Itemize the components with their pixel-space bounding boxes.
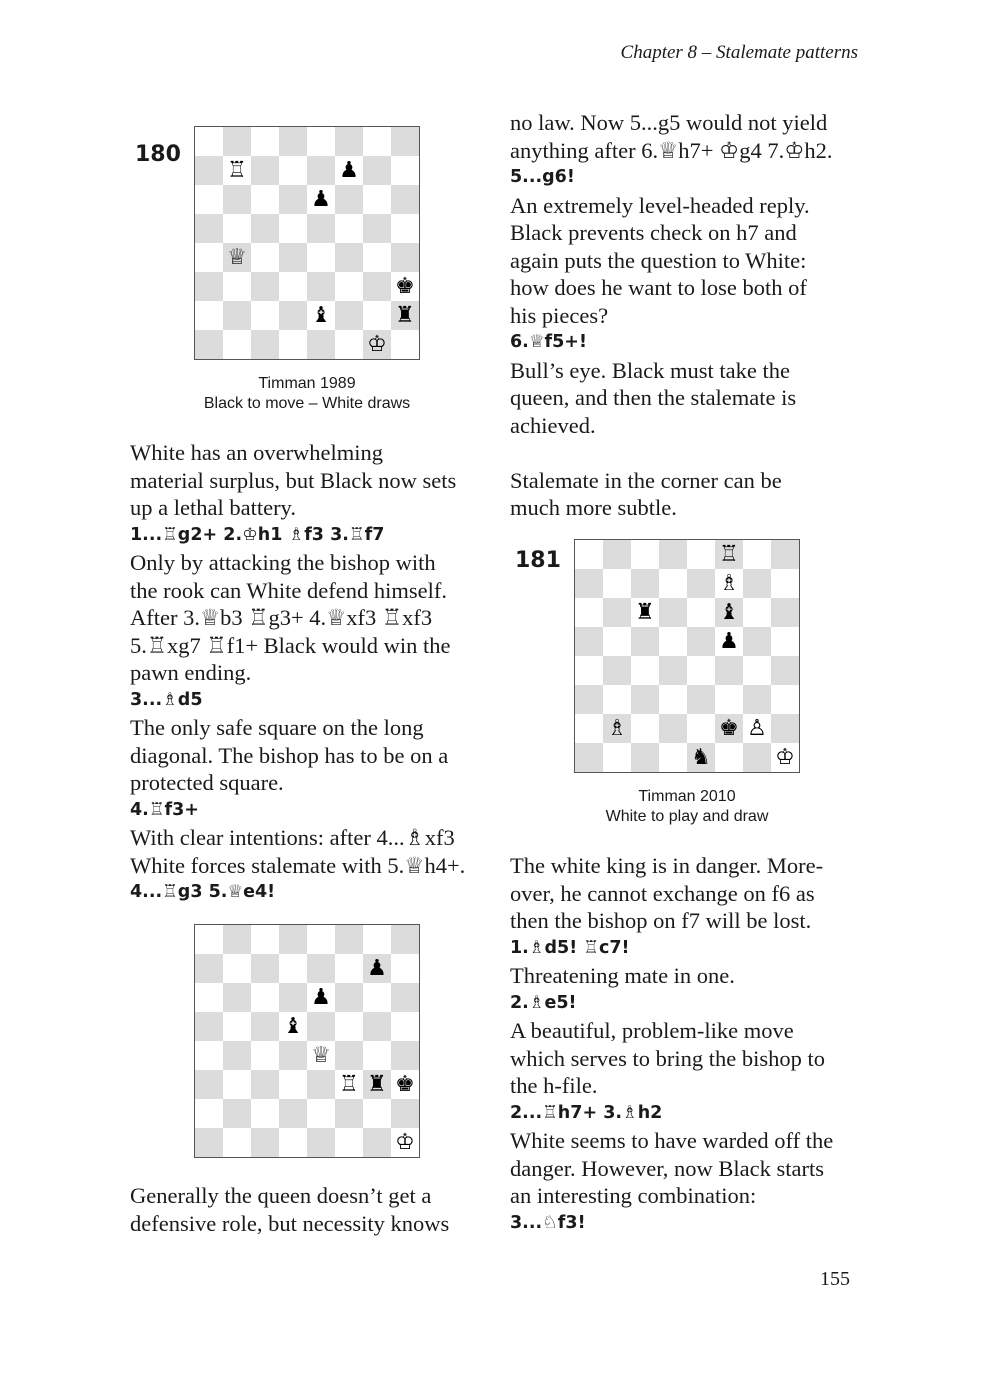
paragraph: [510, 962, 880, 990]
board-square: [603, 685, 631, 714]
black-king-icon: ♚: [391, 272, 419, 301]
left-column-top: [130, 439, 500, 907]
move-line: 2...♖h7+ 3.♗h2: [510, 1102, 663, 1123]
board-square: [631, 714, 659, 743]
board-square: [223, 185, 251, 214]
text-line: defensive role, but necessity knows: [130, 1210, 450, 1236]
board-square: [195, 330, 223, 359]
board-square: [279, 954, 307, 983]
board-square: [195, 983, 223, 1012]
board-square: [575, 598, 603, 627]
board-square: [251, 1041, 279, 1070]
text-line: Only by attacking the bishop with: [130, 550, 436, 575]
board-square: [335, 1128, 363, 1157]
text-line: much more subtle.: [510, 495, 677, 520]
board-square: [659, 743, 687, 772]
board-square: [603, 627, 631, 656]
board-square: [335, 243, 363, 272]
white-bishop-icon: ♗: [603, 714, 631, 743]
white-king-icon: ♔: [391, 1128, 419, 1157]
board-square: [575, 685, 603, 714]
board-square: [575, 743, 603, 772]
board-square: [771, 627, 799, 656]
board-square: [687, 598, 715, 627]
text-line: his pieces?: [510, 302, 609, 328]
board-square: [307, 127, 335, 156]
right-column-top: [510, 109, 880, 522]
text-line: protected square.: [130, 770, 284, 795]
caption-task: White to play and draw: [605, 808, 769, 825]
board-square: [631, 569, 659, 598]
board-square: [335, 272, 363, 301]
board-square: [659, 627, 687, 656]
board-square: [223, 301, 251, 330]
board-square: [631, 656, 659, 685]
board-square: [251, 1012, 279, 1041]
board-square: [279, 1041, 307, 1070]
board-square: [603, 569, 631, 598]
black-rook-icon: ♜: [363, 1070, 391, 1099]
paragraph: [510, 357, 880, 440]
black-bishop-icon: ♝: [307, 301, 335, 330]
text-line: which serves to bring the bishop to: [510, 1045, 825, 1071]
diagram-caption: [170, 374, 444, 414]
paragraph: [130, 714, 500, 797]
chapter-header: Chapter 8 – Stalemate patterns: [620, 42, 858, 63]
board-square: [307, 214, 335, 243]
text-line: again puts the question to White:: [510, 247, 807, 273]
board-square: [195, 272, 223, 301]
move-line: 6.♕f5+!: [510, 332, 587, 352]
black-pawn-icon: ♟: [307, 185, 335, 214]
board-square: [195, 185, 223, 214]
move-line: 1...♖g2+ 2.♔h1 ♗f3 3.♖f7: [130, 524, 385, 545]
board-square: [251, 301, 279, 330]
text-line: over, he cannot exchange on f6 as: [510, 880, 815, 906]
board-square: [743, 685, 771, 714]
board-square: [363, 185, 391, 214]
board-square: [279, 272, 307, 301]
board-square: [659, 714, 687, 743]
board-square: [771, 656, 799, 685]
board-square: [251, 925, 279, 954]
board-square: [279, 156, 307, 185]
board-square: [603, 656, 631, 685]
board-square: [223, 272, 251, 301]
board-square: [195, 1012, 223, 1041]
paragraph: [510, 1127, 880, 1210]
board-square: [195, 214, 223, 243]
board-square: [687, 714, 715, 743]
text-line: then the bishop on f7 will be lost.: [510, 908, 812, 933]
paragraph: [130, 1182, 500, 1237]
white-pawn-icon: ♙: [743, 714, 771, 743]
board-square: [743, 540, 771, 569]
black-king-icon: ♚: [715, 714, 743, 743]
chessboard: [194, 126, 420, 360]
black-pawn-icon: ♟: [335, 156, 363, 185]
board-square: [631, 540, 659, 569]
board-square: [251, 983, 279, 1012]
board-square: [631, 743, 659, 772]
board-square: [279, 983, 307, 1012]
black-bishop-icon: ♝: [715, 598, 743, 627]
caption-source: Timman 2010: [638, 788, 736, 805]
text-line: An extremely level-headed reply.: [510, 192, 810, 218]
board-square: [391, 954, 419, 983]
board-square: [251, 1070, 279, 1099]
board-square: [223, 1128, 251, 1157]
board-square: [771, 685, 799, 714]
board-square: [391, 243, 419, 272]
board-square: [279, 1070, 307, 1099]
text-line: an interesting combination:: [510, 1183, 757, 1208]
board-square: [335, 301, 363, 330]
text-line: Black prevents check on h7 and: [510, 220, 797, 245]
board-square: [335, 214, 363, 243]
board-square: [363, 1041, 391, 1070]
board-square: [307, 272, 335, 301]
board-square: [195, 954, 223, 983]
left-column-bottom: [130, 1182, 500, 1237]
board-square: [223, 1012, 251, 1041]
board-square: [279, 185, 307, 214]
black-pawn-icon: ♟: [363, 954, 391, 983]
board-square: [363, 1099, 391, 1128]
board-square: [391, 127, 419, 156]
board-square: [631, 627, 659, 656]
board-square: [363, 243, 391, 272]
caption-task: Black to move – White draws: [203, 395, 411, 412]
board-square: [575, 656, 603, 685]
board-square: [363, 1012, 391, 1041]
board-square: [195, 156, 223, 185]
board-square: [391, 185, 419, 214]
text-line: danger. However, now Black starts: [510, 1155, 825, 1181]
board-square: [279, 1128, 307, 1157]
board-square: [335, 925, 363, 954]
board-square: [223, 954, 251, 983]
board-square: [195, 127, 223, 156]
board-square: [195, 243, 223, 272]
paragraph: [130, 439, 500, 522]
text-line: Threatening mate in one.: [510, 963, 735, 988]
text-line: achieved.: [510, 412, 596, 438]
board-square: [335, 185, 363, 214]
board-square: [335, 954, 363, 983]
black-king-icon: ♚: [391, 1070, 419, 1099]
text-line: Generally the queen doesn’t get a: [130, 1183, 432, 1208]
text-line: up a lethal battery.: [130, 495, 296, 520]
board-square: [251, 1099, 279, 1128]
chessboard: [574, 539, 800, 773]
board-square: [307, 1099, 335, 1128]
text-line: White seems to have warded off the: [510, 1128, 834, 1153]
board-square: [687, 656, 715, 685]
board-square: [575, 714, 603, 743]
board-square: [223, 925, 251, 954]
white-rook-icon: ♖: [335, 1070, 363, 1099]
board-square: [743, 743, 771, 772]
board-square: [307, 330, 335, 359]
board-square: [363, 272, 391, 301]
text-line: White forces stalemate with 5.♕h4+.: [130, 852, 466, 878]
board-square: [659, 540, 687, 569]
board-square: [363, 127, 391, 156]
board-square: [575, 540, 603, 569]
board-square: [391, 925, 419, 954]
board-square: [195, 301, 223, 330]
board-square: [307, 1128, 335, 1157]
board-square: [335, 330, 363, 359]
black-rook-icon: ♜: [631, 598, 659, 627]
board-square: [687, 685, 715, 714]
board-square: [715, 656, 743, 685]
board-square: [687, 627, 715, 656]
board-square: [363, 1128, 391, 1157]
text-line: material surplus, but Black now sets: [130, 467, 457, 493]
board-square: [687, 540, 715, 569]
white-queen-icon: ♕: [307, 1041, 335, 1070]
board-square: [279, 1099, 307, 1128]
text-line: Stalemate in the corner can be: [510, 467, 782, 493]
board-square: [743, 569, 771, 598]
white-bishop-icon: ♗: [715, 569, 743, 598]
black-knight-icon: ♞: [687, 743, 715, 772]
text-line: the h-file.: [510, 1073, 598, 1098]
board-square: [575, 569, 603, 598]
board-square: [743, 627, 771, 656]
board-square: [743, 598, 771, 627]
board-square: [659, 598, 687, 627]
board-square: [659, 656, 687, 685]
board-square: [251, 185, 279, 214]
paragraph: [510, 467, 880, 522]
diagram-number: 181: [515, 548, 561, 573]
board-square: [307, 954, 335, 983]
text-line: the rook can White defend himself.: [130, 577, 447, 603]
text-line: how does he want to lose both of: [510, 275, 807, 300]
board-square: [279, 925, 307, 954]
move-line: 3...♗d5: [130, 689, 203, 710]
board-square: [195, 1128, 223, 1157]
board-square: [307, 925, 335, 954]
board-square: [335, 1041, 363, 1070]
board-square: [279, 301, 307, 330]
board-square: [335, 1012, 363, 1041]
text-line: White has an overwhelming: [130, 440, 384, 465]
caption-source: Timman 1989: [258, 375, 356, 392]
board-square: [771, 714, 799, 743]
board-square: [659, 685, 687, 714]
board-square: [659, 569, 687, 598]
board-square: [195, 925, 223, 954]
board-square: [335, 983, 363, 1012]
board-square: [715, 743, 743, 772]
board-square: [631, 685, 659, 714]
board-square: [603, 598, 631, 627]
white-rook-icon: ♖: [223, 156, 251, 185]
board-square: [223, 127, 251, 156]
text-line: 5.♖xg7 ♖f1+ Black would win the: [130, 632, 451, 658]
board-square: [771, 540, 799, 569]
white-king-icon: ♔: [363, 330, 391, 359]
text-line: diagonal. The bishop has to be on a: [130, 742, 449, 768]
move-line: 5...g6!: [510, 167, 575, 187]
board-square: [251, 243, 279, 272]
board-square: [223, 1099, 251, 1128]
board-square: [195, 1041, 223, 1070]
text-line: no law. Now 5...g5 would not yield: [510, 110, 828, 135]
board-square: [223, 330, 251, 359]
board-square: [307, 243, 335, 272]
board-square: [307, 1012, 335, 1041]
black-pawn-icon: ♟: [715, 627, 743, 656]
white-queen-icon: ♕: [223, 243, 251, 272]
board-square: [391, 156, 419, 185]
board-square: [391, 330, 419, 359]
board-square: [195, 1099, 223, 1128]
move-line: 3...♘f3!: [510, 1212, 586, 1233]
move-line: 1.♗d5! ♖c7!: [510, 937, 630, 958]
text-line: With clear intentions: after 4...♗xf3: [130, 825, 455, 850]
board-square: [391, 1041, 419, 1070]
board-square: [251, 272, 279, 301]
board-square: [223, 1070, 251, 1099]
white-rook-icon: ♖: [715, 540, 743, 569]
board-square: [771, 598, 799, 627]
move-line: 2.♗e5!: [510, 992, 577, 1013]
text-line: A beautiful, problem-like move: [510, 1018, 794, 1043]
chessboard: [194, 924, 420, 1158]
black-pawn-icon: ♟: [307, 983, 335, 1012]
black-rook-icon: ♜: [391, 301, 419, 330]
paragraph: [510, 1017, 880, 1100]
board-square: [307, 156, 335, 185]
paragraph: [510, 852, 880, 935]
board-square: [391, 1099, 419, 1128]
board-square: [715, 685, 743, 714]
right-column-bottom: [510, 852, 880, 1237]
board-square: [363, 214, 391, 243]
move-line: 4...♖g3 5.♕e4!: [130, 882, 276, 902]
board-square: [223, 983, 251, 1012]
text-line: Bull’s eye. Black must take the: [510, 357, 790, 383]
black-bishop-icon: ♝: [279, 1012, 307, 1041]
board-square: [279, 243, 307, 272]
board-square: [307, 1070, 335, 1099]
board-square: [223, 1041, 251, 1070]
move-line: 4.♖f3+: [130, 799, 199, 820]
board-square: [251, 156, 279, 185]
paragraph: [510, 109, 880, 164]
board-square: [363, 301, 391, 330]
board-square: [771, 569, 799, 598]
white-king-icon: ♔: [771, 743, 799, 772]
board-square: [363, 925, 391, 954]
paragraph: [510, 192, 880, 330]
diagram-number: 180: [135, 142, 181, 167]
text-line: The white king is in danger. More-: [510, 853, 824, 878]
text-line: After 3.♕b3 ♖g3+ 4.♕xf3 ♖xf3: [130, 605, 433, 630]
board-square: [743, 656, 771, 685]
board-square: [335, 1099, 363, 1128]
board-square: [251, 127, 279, 156]
board-square: [603, 743, 631, 772]
board-square: [251, 954, 279, 983]
board-square: [363, 156, 391, 185]
board-square: [575, 627, 603, 656]
board-square: [279, 330, 307, 359]
text-line: The only safe square on the long: [130, 715, 424, 740]
board-square: [391, 983, 419, 1012]
board-square: [391, 214, 419, 243]
text-line: queen, and then the stalemate is: [510, 385, 797, 410]
text-line: anything after 6.♕h7+ ♔g4 7.♔h2.: [510, 137, 833, 163]
diagram-caption: [550, 787, 824, 827]
board-square: [603, 540, 631, 569]
board-square: [251, 1128, 279, 1157]
board-square: [251, 214, 279, 243]
paragraph: [130, 549, 500, 687]
board-square: [279, 127, 307, 156]
board-square: [195, 1070, 223, 1099]
board-square: [391, 1012, 419, 1041]
board-square: [335, 127, 363, 156]
board-square: [251, 330, 279, 359]
text-line: pawn ending.: [130, 660, 252, 685]
board-square: [279, 214, 307, 243]
page-number: 155: [820, 1268, 850, 1290]
board-square: [687, 569, 715, 598]
paragraph: [130, 824, 500, 879]
board-square: [363, 983, 391, 1012]
board-square: [223, 214, 251, 243]
